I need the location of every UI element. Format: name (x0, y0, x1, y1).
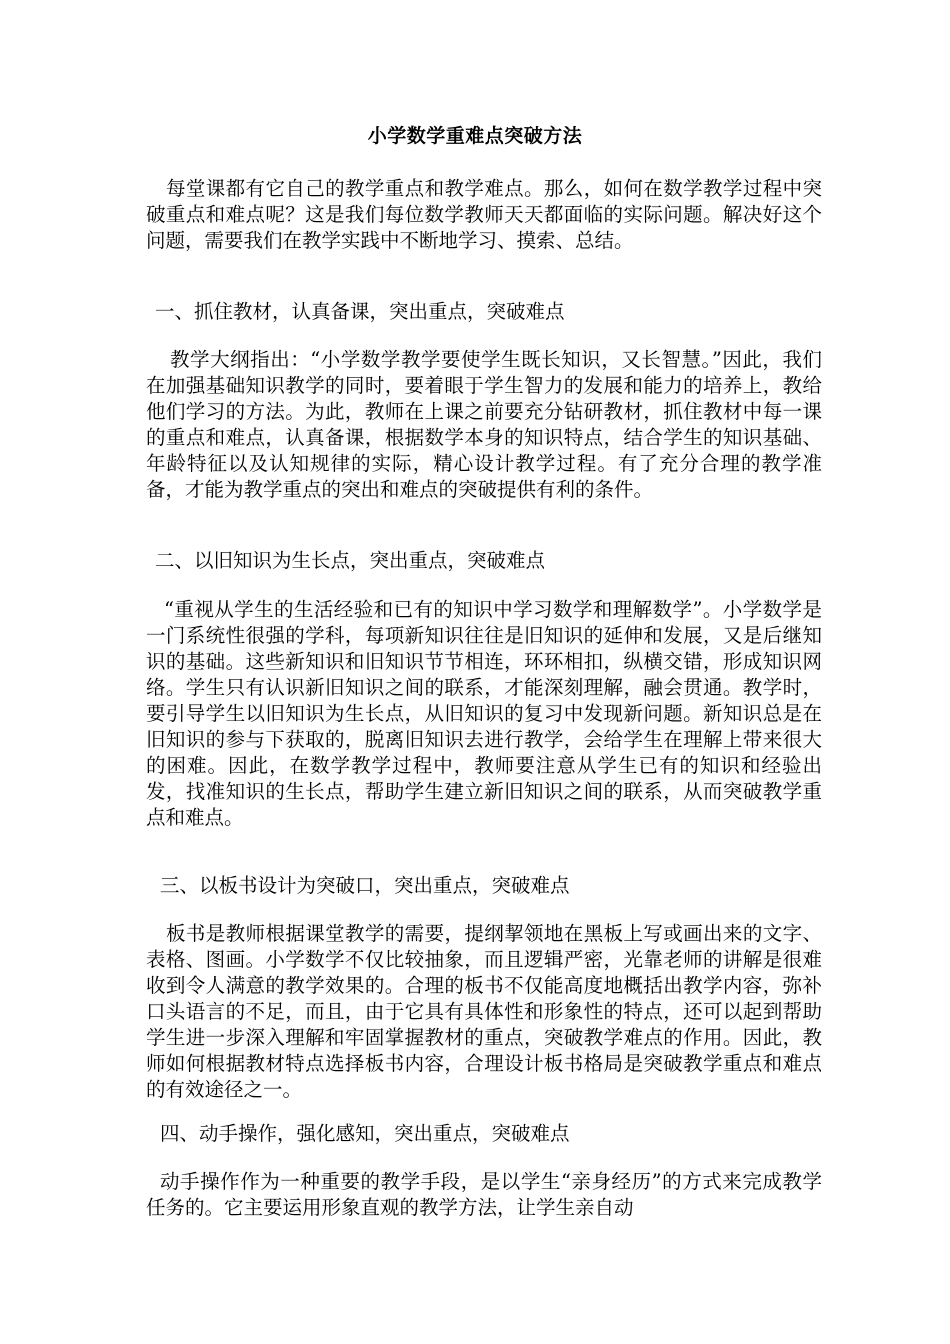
section-2-heading: 二、以旧知识为生长点，突出重点，突破难点 (155, 549, 546, 572)
section-1-heading: 一、抓住教材，认真备课，突出重点，突破难点 (155, 300, 565, 323)
section-4-heading: 四、动手操作，强化感知，突出重点，突破难点 (160, 1122, 570, 1145)
section-3-heading: 三、以板书设计为突破口，突出重点，突破难点 (160, 874, 570, 897)
section-2-paragraph: “重视从学生的生活经验和已有的知识中学习数学和理解数学”。小学数学是一门系统性很强的学科，每项新知识往往是旧知识的延伸和发展，又是后继知识的基础。这些新知识和旧知识节节相连，环环相扣，纵横交错，形成知识网络。学生只有认识新旧知识之间的联系，才能深刻理解，融会贯通。教学时，要引导学生以旧知识为生长点，从旧知识的复习中发现新问题。新知识总是在旧知识的参与下获取的，脱离旧知识去进行教学，会给学生在理解上带来很大的困难。因此，在数学教学过程中，教师要注意从学生已有的知识和经验出发，找准知识的生长点，帮助学生建立新旧知识之间的联系，从而突破教学重点和难点。 (146, 598, 822, 829)
section-1-paragraph: 教学大纲指出：“小学数学教学要使学生既长知识，又长智慧。”因此，我们在加强基础知识教学的同时，要着眼于学生智力的发展和能力的培养上，教给他们学习的方法。为此，教师在上课之前要充分钻研教材，抓住教材中每一课的重点和难点，认真备课，根据数学本身的知识特点，结合学生的知识基础、年龄特征以及认知规律的实际，精心设计教学过程。有了充分合理的教学准备，才能为教学重点的突出和难点的突破提供有利的条件。 (146, 348, 822, 501)
intro-paragraph: 每堂课都有它自己的教学重点和教学难点。那么，如何在数学教学过程中突破重点和难点呢？这是我们每位数学教师天天都面临的实际问题。解决好这个问题，需要我们在教学实践中不断地学习、摸索、总结。 (146, 177, 822, 252)
section-3-paragraph: 板书是教师根据课堂教学的需要，提纲挈领地在黑板上写或画出来的文字、表格、图画。小学数学不仅比较抽象，而且逻辑严密，光靠老师的讲解是很难收到令人满意的教学效果的。合理的板书不仅能高度地概括出教学内容，弥补口头语言的不足，而且，由于它具有具体性和形象性的特点，还可以起到帮助学生进一步深入理解和牢固掌握教材的重点，突破教学难点的作用。因此，教师如何根据教材特点选择板书内容，合理设计板书格局是突破教学重点和难点的有效途径之一。 (146, 922, 822, 1101)
section-4-paragraph: 动手操作作为一种重要的教学手段，是以学生“亲身经历”的方式来完成教学任务的。它主要运用形象直观的教学方法，让学生亲自动 (146, 1170, 822, 1219)
document-title: 小学数学重难点突破方法 (367, 125, 583, 147)
